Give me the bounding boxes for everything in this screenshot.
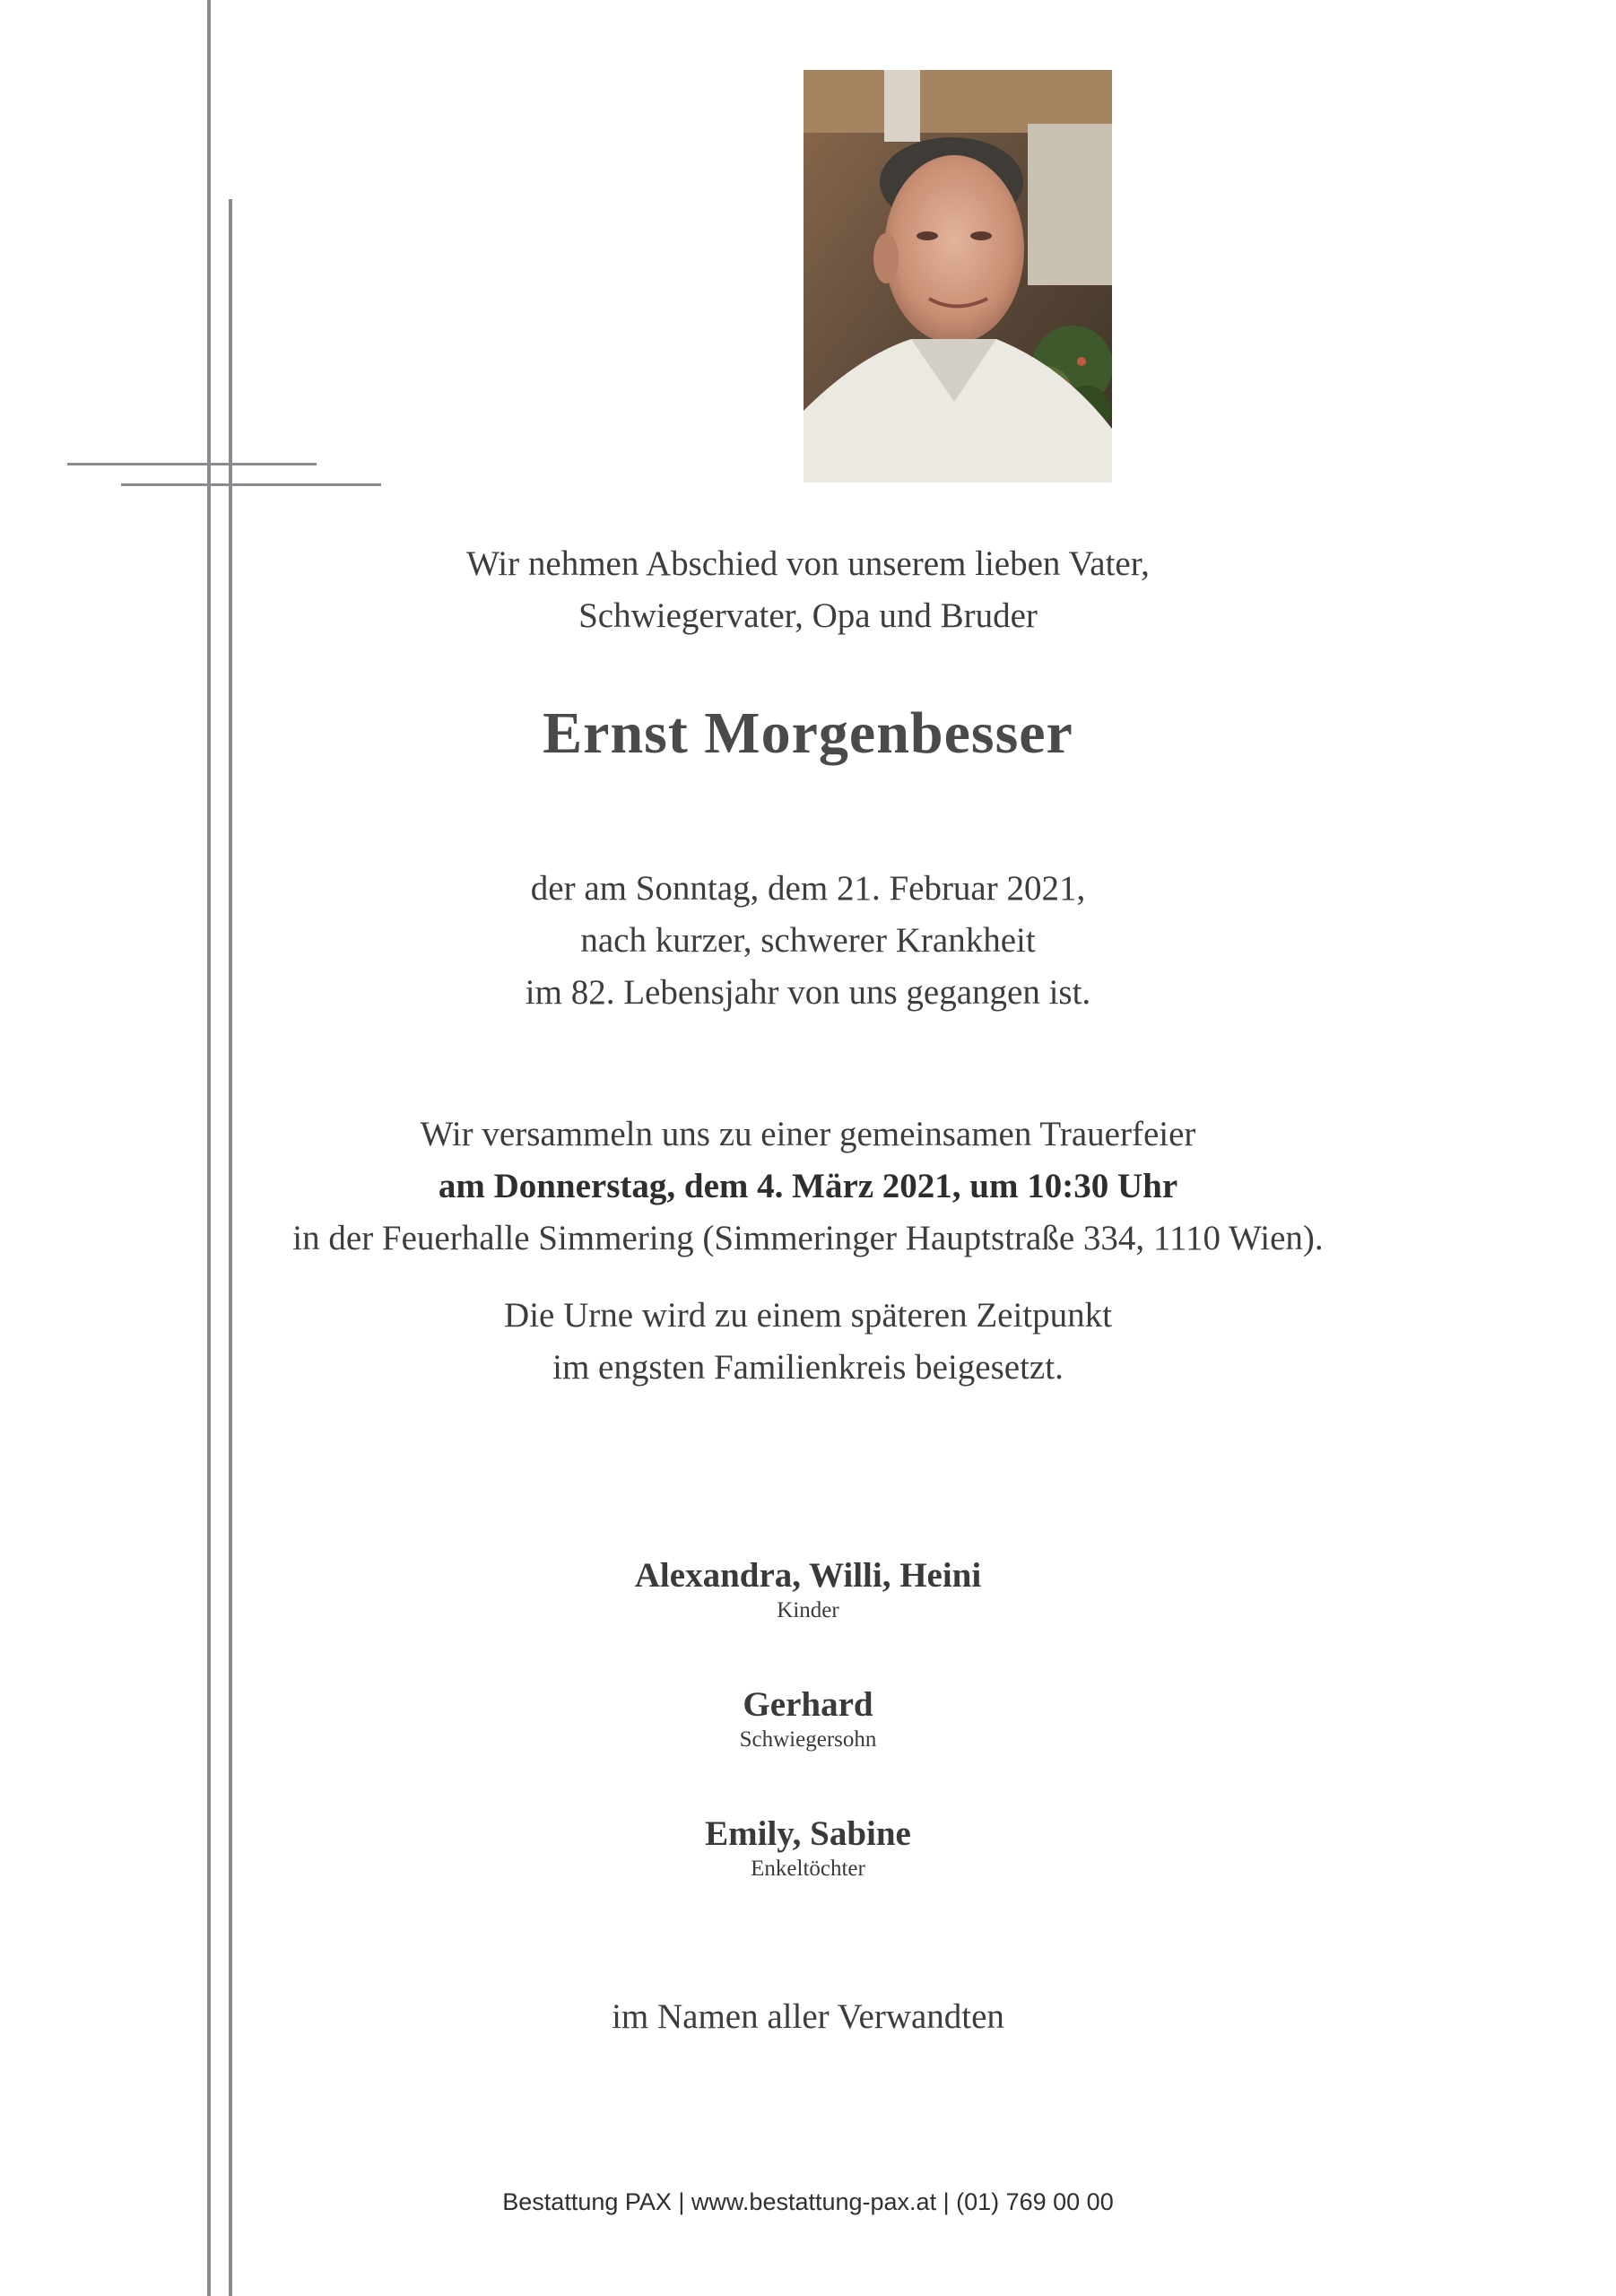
mourner-group-1 bbox=[0, 1555, 1616, 1625]
urn-line-1: Die Urne wird zu einem späteren Zeitpunkt bbox=[504, 1296, 1112, 1335]
deceased-name: Ernst Morgenbesser bbox=[543, 700, 1073, 766]
ceremony-block bbox=[0, 1109, 1616, 1265]
urn-line-2: im engsten Familienkreis beigesetzt. bbox=[552, 1348, 1064, 1387]
ceremony-location: in der Feuerhalle Simmering (Simmeringer Hauptstraße 334, 1110 Wien). bbox=[292, 1219, 1324, 1257]
footer-contact: Bestattung PAX | www.bestattung-pax.at | (01) 769 00 00 bbox=[502, 2188, 1114, 2215]
ceremony-date: am Donnerstag, dem 4. März 2021, um 10:30 Uhr bbox=[438, 1167, 1178, 1205]
portrait-photo bbox=[804, 70, 1112, 483]
cross-horizontal-upper bbox=[67, 463, 317, 465]
death-block bbox=[0, 863, 1616, 1019]
closing-line: im Namen aller Verwandten bbox=[612, 1997, 1004, 2036]
mourner-role: Enkeltöchter bbox=[751, 1857, 865, 1881]
mourner-role: Kinder bbox=[777, 1598, 839, 1622]
intro-line-1: Wir nehmen Abschied von unserem lieben Vater, bbox=[466, 544, 1150, 583]
mourner-group-3 bbox=[0, 1813, 1616, 1883]
intro-line-2: Schwiegervater, Opa und Bruder bbox=[578, 596, 1038, 635]
intro-block bbox=[0, 538, 1616, 642]
mourner-name: Alexandra, Willi, Heini bbox=[634, 1556, 982, 1595]
urn-block bbox=[0, 1290, 1616, 1394]
mourner-role: Schwiegersohn bbox=[739, 1727, 877, 1752]
mourner-name: Emily, Sabine bbox=[705, 1814, 911, 1853]
death-line-3: im 82. Lebensjahr von uns gegangen ist. bbox=[525, 973, 1091, 1012]
death-line-2: nach kurzer, schwerer Krankheit bbox=[580, 921, 1036, 960]
ceremony-line-1: Wir versammeln uns zu einer gemeinsamen Trauerfeier bbox=[420, 1115, 1196, 1153]
mourner-name: Gerhard bbox=[743, 1685, 873, 1724]
mourner-group-2 bbox=[0, 1684, 1616, 1754]
cross-horizontal-lower bbox=[121, 483, 381, 486]
death-line-1: der am Sonntag, dem 21. Februar 2021, bbox=[530, 869, 1086, 908]
